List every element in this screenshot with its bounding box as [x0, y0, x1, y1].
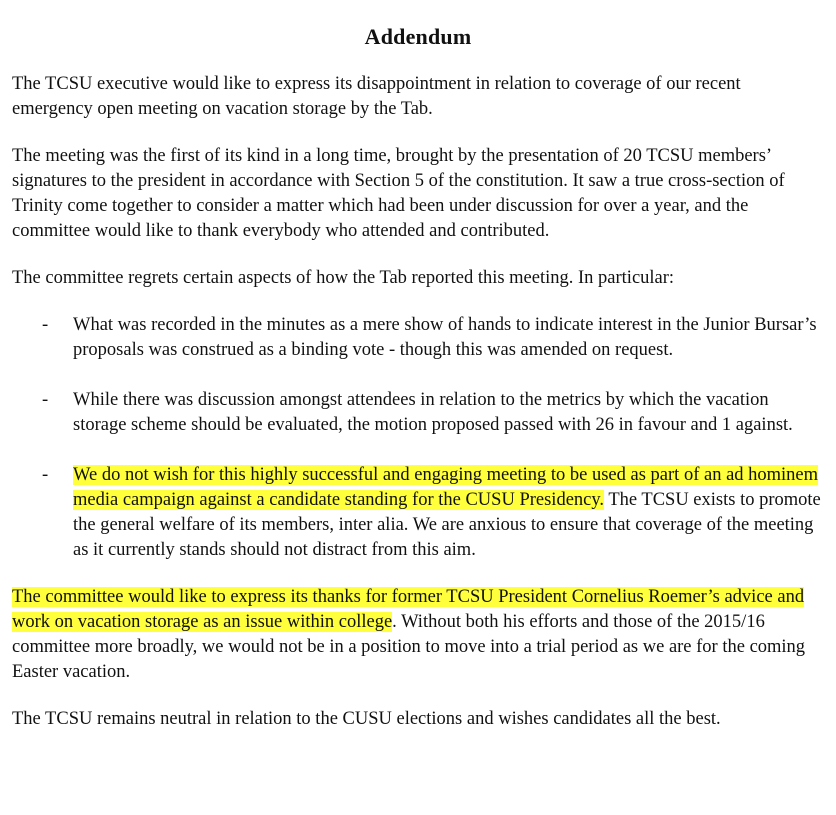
document-title: Addendum	[364, 24, 472, 49]
document-page	[12, 24, 824, 754]
bullet-dash: -	[42, 390, 49, 410]
paragraph-meeting: The meeting was the first of its kind in a long time, brought by the presentation of 20 TCSU members’ signatures to the president in accordance with Section 5 of the constitution. It saw a true cross-section of Trinity come together to consider a matter which had been under discussion for over a year, and the committee would like to thank everybody who attended and contributed.	[12, 146, 785, 241]
highlighted-text: We do not wish for this highly successful and engaging meeting to be used as part of an ad hominem media campaign against a candidate standing for the CUSU Presidency.	[73, 465, 819, 510]
bullet-text: While there was discussion amongst attendees in relation to the metrics by which the vacation storage scheme should be evaluated, the motion proposed passed with 26 in favour and 1 against.	[73, 390, 793, 435]
highlighted-text: The committee would like to express its thanks for former TCSU President Cornelius Roemer’s advice and work on vacation storage as an issue within college	[12, 587, 805, 632]
bullet-text: What was recorded in the minutes as a mere show of hands to indicate interest in the Junior Bursar’s proposals was construed as a binding vote - though this was amended on request.	[73, 315, 817, 360]
list-item	[12, 388, 824, 438]
paragraph-thanks-rest: . Without both his efforts and those of the 2015/16 committee more broadly, we would not be in a position to move into a trial period as we are for the coming Easter vacation.	[12, 612, 806, 682]
bullet-list	[12, 313, 824, 563]
paragraph-disappointment: The TCSU executive would like to express its disappointment in relation to coverage of our recent emergency open meeting on vacation storage by the Tab.	[12, 74, 741, 119]
paragraph-neutral: The TCSU remains neutral in relation to the CUSU elections and wishes candidates all the best.	[12, 709, 721, 729]
list-item	[12, 313, 824, 363]
paragraph-thanks	[12, 585, 824, 685]
list-item	[12, 463, 824, 563]
bullet-dash: -	[42, 315, 49, 335]
bullet-dash: -	[42, 465, 49, 485]
bullet-text: The TCSU exists to promote the general welfare of its members, inter alia. We are anxious to ensure that coverage of the meeting as it currently stands should not distract from this aim.	[73, 490, 821, 560]
paragraph-regrets: The committee regrets certain aspects of how the Tab reported this meeting. In particular:	[12, 268, 675, 288]
